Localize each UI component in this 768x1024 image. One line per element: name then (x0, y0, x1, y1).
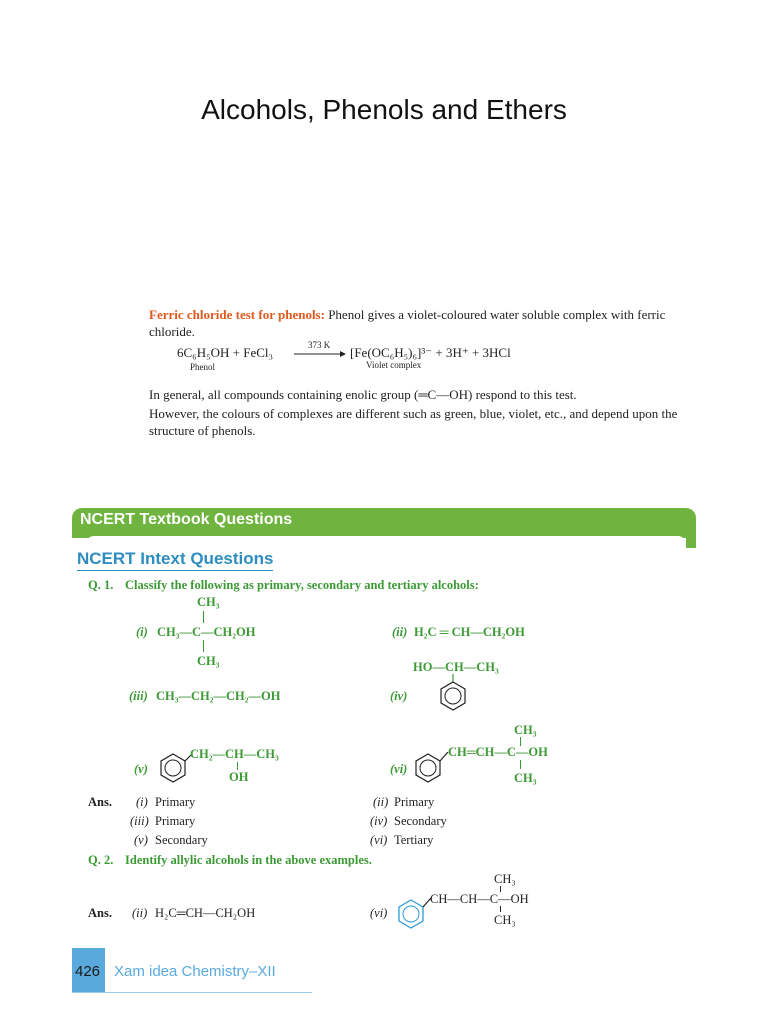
ans1-row3-left-num: (v) (134, 833, 148, 847)
general-statement (149, 386, 577, 403)
ans2-ii-label: (ii) (132, 906, 148, 920)
bond-line (500, 906, 501, 912)
reaction-arrow-icon (294, 350, 346, 358)
ferric-text-2: chloride. (149, 324, 195, 339)
page-number: 426 (75, 963, 101, 980)
vi-ch3-bottom: CH₃ (514, 771, 537, 785)
equation-left: 6C₆H₅OH + FeCl₃ (177, 345, 274, 360)
ans1-row1-right-num: (ii) (373, 795, 389, 809)
section-heading: NCERT Intext Questions (77, 549, 273, 571)
benzene-ring-icon (396, 898, 432, 930)
q1-number: Q. 1. (88, 578, 114, 592)
i-label: (i) (136, 625, 148, 639)
however-line-1: However, the colours of complexes are different such as green, blue, violet, etc., and depend upon the (149, 406, 678, 421)
banner-inner (86, 536, 686, 550)
ans2-vi-label: (vi) (370, 906, 388, 920)
bond-line (203, 611, 204, 623)
ans2-vi-ch3-top: CH₃ (494, 872, 516, 886)
footer-divider (72, 992, 312, 993)
ans2-vi-formula: CH—CH—C—OH (430, 892, 529, 906)
general-text-a: In general, all compounds containing enolic group ( (149, 387, 419, 402)
ans1-label: Ans. (88, 795, 112, 809)
ans1-row2-left-value: Primary (155, 814, 196, 828)
ans2-label: Ans. (88, 906, 112, 920)
ans1-row3-right-value: Tertiary (394, 833, 434, 847)
bond-line (203, 640, 204, 652)
q2-number: Q. 2. (88, 853, 114, 867)
ans2-ii-formula: H₂C═CH—CH₂OH (155, 906, 256, 920)
ferric-heading: Ferric chloride test for phenols: (149, 307, 325, 322)
ii-formula: H₂C ═ CH—CH₂OH (414, 625, 525, 639)
ans1-row2-right-num: (iv) (370, 814, 388, 828)
page-title: Alcohols, Phenols and Ethers (201, 94, 567, 125)
ferric-paragraph (149, 306, 694, 323)
iv-formula: HO—CH—CH₃ (413, 660, 499, 674)
however-line-2: structure of phenols. (149, 423, 256, 438)
ans1-row1-right-value: Primary (394, 795, 435, 809)
book-title: Xam idea Chemistry–XII (114, 963, 276, 980)
v-label: (v) (134, 762, 148, 776)
ferric-text-1: Phenol gives a violet-coloured water soluble complex with ferric (328, 307, 666, 322)
ans1-row1-left-value: Primary (155, 795, 196, 809)
i-ch3-top: CH₃ (197, 595, 220, 609)
iii-label: (iii) (129, 689, 148, 703)
v-oh: OH (229, 770, 249, 784)
bond-line (237, 762, 238, 770)
banner-corner (686, 538, 696, 548)
i-ch3-bottom: CH₃ (197, 654, 220, 668)
ans1-row3-left-value: Secondary (155, 833, 208, 847)
benzene-ring-icon (158, 752, 192, 784)
benzene-ring-icon (413, 752, 449, 784)
q2-text: Identify allylic alcohols in the above examples. (125, 853, 372, 867)
i-formula: CH₃—C—CH₂OH (157, 625, 256, 639)
label-violet-complex: Violet complex (366, 360, 422, 370)
bond-line (520, 760, 521, 769)
general-text-b: ) respond to this test. (467, 387, 577, 402)
banner-title: NCERT Textbook Questions (80, 511, 293, 528)
label-phenol: Phenol (190, 362, 216, 372)
v-formula: CH₂—CH—CH₃ (190, 747, 279, 761)
ans1-row2-left-num: (iii) (130, 814, 149, 828)
q1-text: Classify the following as primary, secondary and tertiary alcohols: (125, 578, 479, 592)
ans2-vi-ch3-bottom: CH₃ (494, 913, 516, 927)
vi-label: (vi) (390, 762, 408, 776)
ans1-row2-right-value: Secondary (394, 814, 447, 828)
equation-condition: 373 K (308, 340, 331, 350)
ans1-row3-right-num: (vi) (370, 833, 388, 847)
vi-formula: CH═CH—C—OH (448, 745, 548, 759)
benzene-ring-icon (438, 674, 468, 714)
iii-formula: CH₃—CH₂—CH₂—OH (156, 689, 281, 703)
iv-label: (iv) (390, 689, 408, 703)
ans1-row1-left-num: (i) (136, 795, 148, 809)
ii-label: (ii) (392, 625, 408, 639)
vi-ch3-top: CH₃ (514, 723, 537, 737)
equation-right: [Fe(OC₆H₅)₆]³⁻ + 3H⁺ + 3HCl (350, 345, 511, 360)
enolic-group: ═C—OH (418, 387, 468, 402)
